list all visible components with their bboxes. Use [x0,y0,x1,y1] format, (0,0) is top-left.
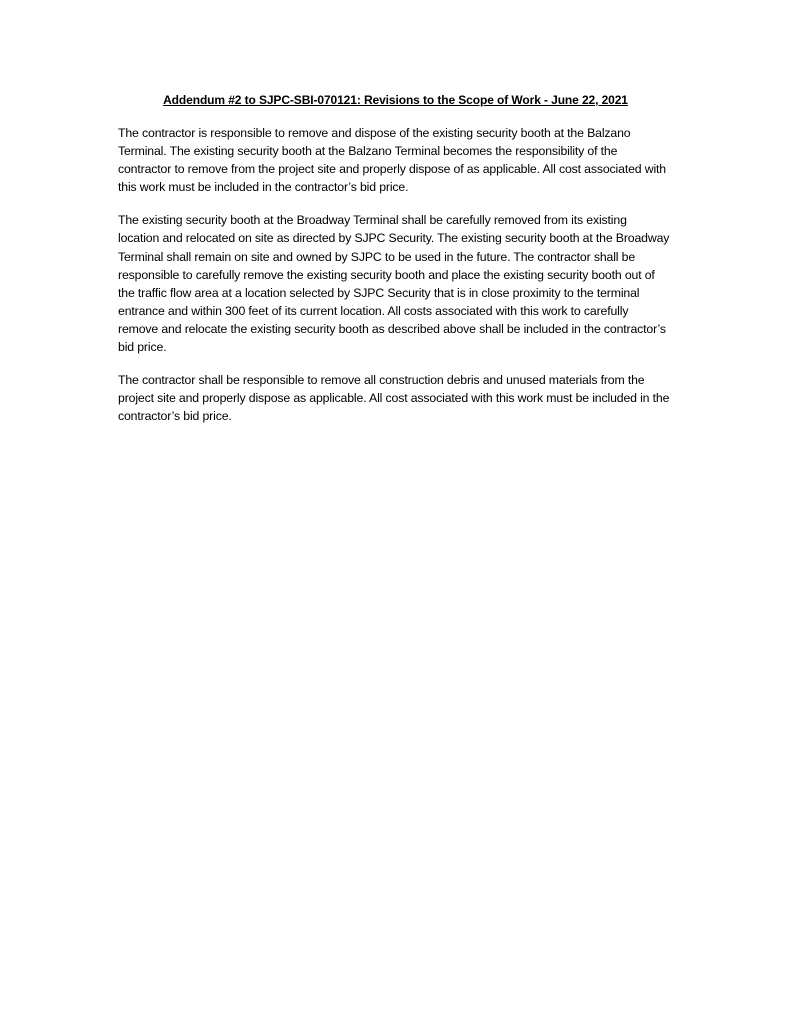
text-line: Terminal. The existing security booth at the Balzano Terminal becomes the responsibility of the [118,144,618,159]
text-line: entrance and within 300 feet of its current location. All costs associated with this work to carefully [118,303,629,318]
text-line: Terminal shall remain on site and owned by SJPC to be used in the future. The contractor shall be [118,249,636,264]
text-line: the traffic flow area at a location selected by SJPC Security that is in close proximity to the terminal [118,285,640,300]
text-line: location and relocated on site as directed by SJPC Security. The existing security booth at the Broadway [118,231,670,246]
text-line: this work must be included in the contractor’s bid price. [118,180,409,195]
text-line: bid price. [118,340,167,355]
paragraph-construction-debris [118,371,708,425]
document-body [118,124,708,440]
text-line: The existing security booth at the Broadway Terminal shall be carefully removed from its existing [118,213,627,228]
text-line: The contractor shall be responsible to remove all construction debris and unused materials from the [118,373,645,388]
paragraph-balzano-booth [118,124,708,196]
text-line: project site and properly dispose as applicable. All cost associated with this work must be included in the [118,391,670,406]
text-line: contractor to remove from the project site and properly dispose of as applicable. All cost associated with [118,162,666,177]
text-line: The contractor is responsible to remove and dispose of the existing security booth at the Balzano [118,126,631,140]
text-line: responsible to carefully remove the existing security booth and place the existing security booth out of [118,267,655,282]
text-line: contractor’s bid price. [118,409,232,424]
paragraph-broadway-booth [118,211,708,356]
document-title: Addendum #2 to SJPC-SBI-070121: Revisions to the Scope of Work - June 22, 2021 [163,93,628,107]
text-line: remove and relocate the existing security booth as described above shall be included in the contractor’s [118,321,666,336]
